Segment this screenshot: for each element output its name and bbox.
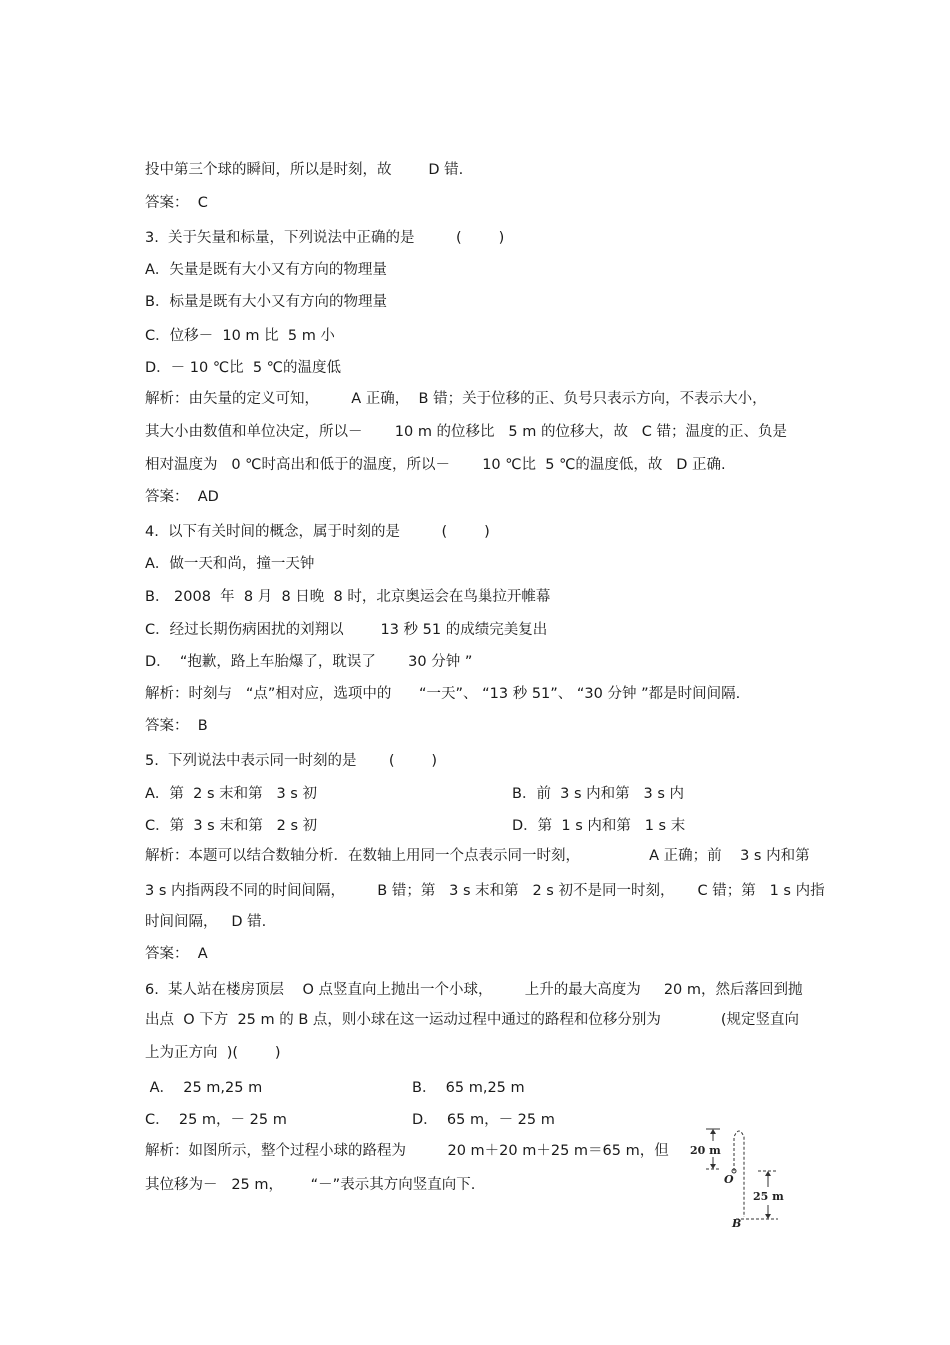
question-6-stem: 6. 某人站在楼房顶层 O 点竖直向上抛出一个小球， 上升的最大高度为 20 m，然后落回到抛 xyxy=(145,982,803,998)
label-o: O xyxy=(724,1173,734,1186)
question-6-stem: 出点 O 下方 25 m 的 B 点，则小球在这一运动过程中通过的路程和位移分别为 (规定竖直向 xyxy=(145,1012,799,1028)
label-20m: 20 m xyxy=(690,1144,721,1157)
option-b: B．前 3 s 内和第 3 s 内 xyxy=(512,786,684,802)
option-d: D．－ 10 ℃比 5 ℃的温度低 xyxy=(145,360,341,376)
ball-path xyxy=(734,1131,744,1217)
option-c: C．第 3 s 末和第 2 s 初 xyxy=(145,818,318,834)
question-5-stem: 5. 下列说法中表示同一时刻的是 ( ) xyxy=(145,753,438,769)
answer-line: 答案： B xyxy=(145,718,208,734)
option-c: C．位移－ 10 m 比 5 m 小 xyxy=(145,328,335,344)
option-d: D．第 1 s 内和第 1 s 末 xyxy=(512,818,686,834)
option-a: A．第 2 s 末和第 3 s 初 xyxy=(145,786,317,802)
analysis-line: 解析：如图所示，整个过程小球的路程为 20 m＋20 m＋25 m＝65 m，但 xyxy=(145,1143,669,1159)
option-c: C．经过长期伤病困扰的刘翔以 13 秒 51 的成绩完美复出 xyxy=(145,622,548,638)
option-b: B． 2008 年 8 月 8 日晚 8 时，北京奥运会在鸟巢拉开帷幕 xyxy=(145,589,551,605)
analysis-line: 其大小由数值和单位决定，所以－ 10 m 的位移比 5 m 的位移大，故 C 错；温度的正、负是 xyxy=(145,424,788,440)
option-b: B． 65 m,25 m xyxy=(412,1080,525,1096)
question-6-stem: 上为正方向 )( ) xyxy=(145,1045,281,1061)
analysis-line: 时间间隔， D 错. xyxy=(145,914,267,930)
option-a: A．做一天和尚，撞一天钟 xyxy=(145,556,315,572)
trajectory-diagram xyxy=(686,1125,796,1230)
option-d: D． 65 m，－ 25 m xyxy=(412,1112,555,1128)
option-a: A． 25 m,25 m xyxy=(145,1080,263,1096)
analysis-line: 解析：由矢量的定义可知， A 正确， B 错；关于位移的正、负号只表示方向，不表示大小， xyxy=(145,391,767,407)
label-b: B xyxy=(732,1217,742,1230)
analysis-line: 解析：本题可以结合数轴分析．在数轴上用同一个点表示同一时刻， A 正确；前 3 s 内和第 xyxy=(145,848,810,864)
analysis-line: 解析：时刻与 “点”相对应，选项中的 “一天”、 “13 秒 51”、 “30 分钟 ”都是时间间隔. xyxy=(145,686,741,702)
option-d: D． “抱歉，路上车胎爆了，耽误了 30 分钟 ” xyxy=(145,654,473,670)
label-25m: 25 m xyxy=(753,1190,784,1203)
option-a: A．矢量是既有大小又有方向的物理量 xyxy=(145,262,387,278)
analysis-line: 相对温度为 0 ℃时高出和低于的温度，所以－ 10 ℃比 5 ℃的温度低，故 D 正确. xyxy=(145,457,726,473)
text-line: 投中第三个球的瞬间，所以是时刻，故 D 错. xyxy=(145,162,464,178)
answer-line: 答案： C xyxy=(145,195,208,211)
analysis-line: 其位移为－ 25 m， “－”表示其方向竖直向下. xyxy=(145,1177,476,1193)
analysis-line: 3 s 内指两段不同的时间间隔， B 错；第 3 s 末和第 2 s 初不是同一时刻， C 错；第 1 s 内指 xyxy=(145,883,825,899)
answer-line: 答案： A xyxy=(145,946,208,962)
answer-line: 答案： AD xyxy=(145,489,219,505)
option-b: B．标量是既有大小又有方向的物理量 xyxy=(145,294,387,310)
question-4-stem: 4. 以下有关时间的概念，属于时刻的是 ( ) xyxy=(145,524,490,540)
option-c: C． 25 m，－ 25 m xyxy=(145,1112,287,1128)
question-3-stem: 3. 关于矢量和标量，下列说法中正确的是 ( ) xyxy=(145,230,505,246)
